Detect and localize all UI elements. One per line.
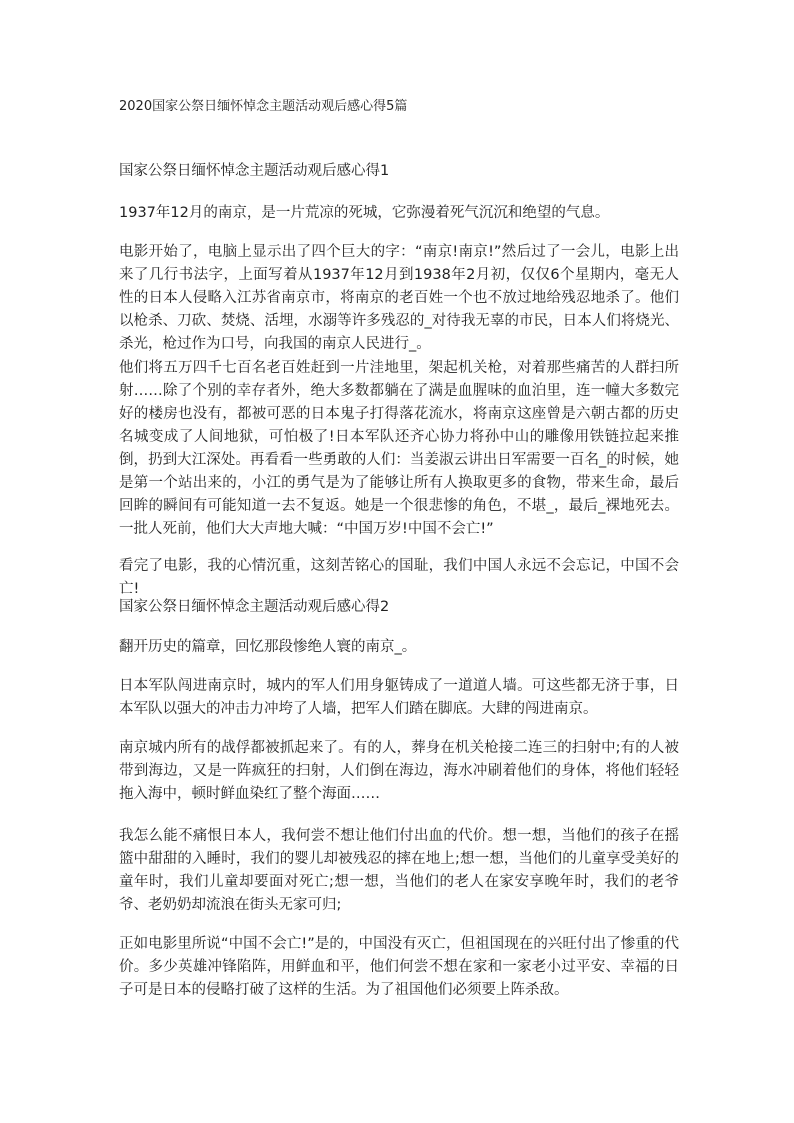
paragraph: 翻开历史的篇章，回忆那段惨绝人寰的南京_。 (119, 639, 417, 655)
paragraph: 我怎么能不痛恨日本人，我何尝不想让他们付出血的代价。想一想，当他们的孩子在摇篮中甜甜的入睡时，我们的婴儿却被残忍的摔在地上;想一想，当他们的儿童享受美好的童年时，我们儿童却要面对死亡;想一想，当他们的老人在家安享晚年时，我们的老爷爷、老奶奶却流浪在街头无家可归; (119, 828, 679, 913)
paragraph: 看完了电影，我的心情沉重，这刻苦铭心的国耻，我们中国人永远不会忘记，中国不会亡! (119, 558, 679, 597)
paragraph: 1937年12月的南京，是一片荒凉的死城，它弥漫着死气沉沉和绝望的气息。 (119, 205, 610, 221)
paragraph: 日本军队闯进南京时，城内的军人们用身躯铸成了一道道人墙。可这些都无济于事，日本军队以强大的冲击力冲垮了人墙，把军人们踏在脚底。大肆的闯进南京。 (119, 678, 679, 717)
paragraph: 他们将五万四千七百名老百姓赶到一片洼地里，架起机关枪，对着那些痛苦的人群扫所射……除了个别的幸存者外，绝大多数都躺在了满是血腥味的血泊里，连一幢大多数完好的楼房也没有，都被可恶的日本鬼子打得落花流水，将南京这座曾是六朝古都的历史名城变成了人间地狱，可怕极了!日本军队还齐心协力将孙中山的雕像用铁链拉起来推倒，扔到大江深处。再看看一些勇敢的人们：当姜淑云讲出日军需要一百名_的时候，她是第一个站出来的，小江的勇气是为了能够让所有人换取更多的食物，带来生命，最后回眸的瞬间有可能知道一去不复返。她是一个很悲惨的角色，不堪_，最后_裸地死去。一批人死前，他们大大声地大喊：“中国万岁!中国不会亡!” (119, 360, 679, 537)
section-heading-2: 国家公祭日缅怀悼念主题活动观后感心得2 (119, 599, 390, 615)
section-heading-1: 国家公祭日缅怀悼念主题活动观后感心得1 (119, 163, 390, 179)
document-title: 2020国家公祭日缅怀悼念主题活动观后感心得5篇 (119, 99, 408, 114)
paragraph: 南京城内所有的战俘都被抓起来了。有的人，葬身在机关枪接二连三的扫射中;有的人被带到海边，又是一阵疯狂的扫射，人们倒在海边，海水冲刷着他们的身体，将他们轻轻拖入海中，顿时鲜血染红了整个海面…… (119, 740, 679, 802)
paragraph: 正如电影里所说“中国不会亡!”是的，中国没有灭亡，但祖国现在的兴旺付出了惨重的代价。多少英雄冲锋陷阵，用鲜血和平，他们何尝不想在家和一家老小过平安、幸福的日子可是日本的侵略打破了这样的生活。为了祖国他们必须要上阵杀敌。 (119, 936, 679, 998)
paragraph: 电影开始了，电脑上显示出了四个巨大的字：“南京!南京!”然后过了一会儿，电影上出来了几行书法字，上面写着从1937年12月到1938年2月初，仅仅6个星期内，毫无人性的日本人侵略入江苏省南京市，将南京的老百姓一个也不放过地给残忍地杀了。他们以枪杀、刀砍、焚烧、活埋，水溺等许多残忍的_对待我无辜的市民，日本人们将烧光、杀光，枪过作为口号，向我国的南京人民进行_。 (119, 244, 679, 352)
